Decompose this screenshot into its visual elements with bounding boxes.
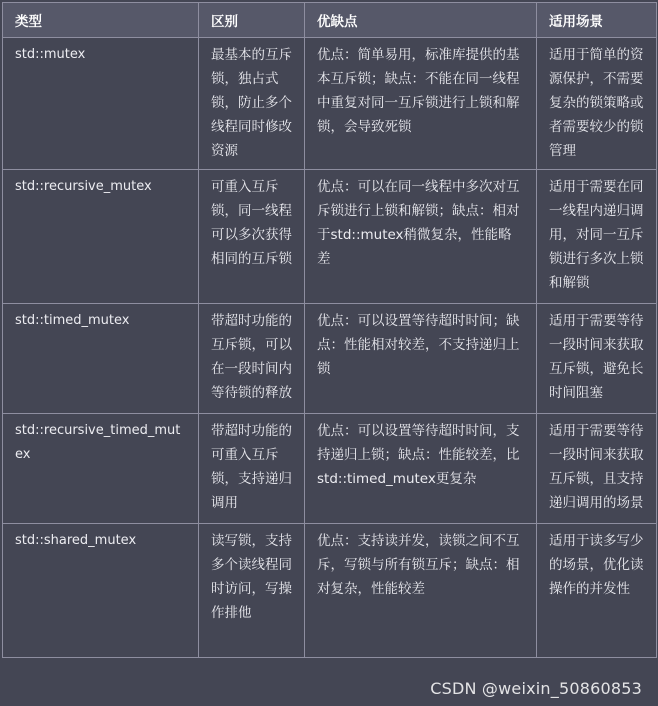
cell-difference: 读写锁，支持多个读线程同时访问，写操作排他 xyxy=(199,524,305,658)
cell-scenario: 适用于需要等待一段时间来获取互斥锁，且支持递归调用的场景 xyxy=(537,414,657,524)
header-type: 类型 xyxy=(3,3,199,38)
table-row xyxy=(3,524,657,658)
table-row xyxy=(3,414,657,524)
cell-difference: 最基本的互斥锁，独占式锁，防止多个线程同时修改资源 xyxy=(199,38,305,170)
cell-type: std::shared_mutex xyxy=(3,524,199,658)
cell-type: std::mutex xyxy=(3,38,199,170)
cell-pros-cons: 优点：支持读并发，读锁之间不互斥，写锁与所有锁互斥；缺点：相对复杂，性能较差 xyxy=(305,524,537,658)
cell-pros-cons: 优点：可以设置等待超时时间；缺点：性能相对较差，不支持递归上锁 xyxy=(305,304,537,414)
cell-difference: 带超时功能的互斥锁，可以在一段时间内等待锁的释放 xyxy=(199,304,305,414)
cell-scenario: 适用于需要在同一线程内递归调用，对同一互斥锁进行多次上锁和解锁 xyxy=(537,170,657,304)
table-row xyxy=(3,38,657,170)
cell-pros-cons: 优点：可以在同一线程中多次对互斥锁进行上锁和解锁；缺点：相对于std::mutex稍微复杂，性能略差 xyxy=(305,170,537,304)
cell-difference: 带超时功能的可重入互斥锁，支持递归调用 xyxy=(199,414,305,524)
table-row xyxy=(3,170,657,304)
cell-scenario: 适用于需要等待一段时间来获取互斥锁，避免长时间阻塞 xyxy=(537,304,657,414)
cell-scenario: 适用于简单的资源保护，不需要复杂的锁策略或者需要较少的锁管理 xyxy=(537,38,657,170)
table-header-row xyxy=(3,3,657,38)
cell-scenario: 适用于读多写少的场景，优化读操作的并发性 xyxy=(537,524,657,658)
cell-pros-cons: 优点：可以设置等待超时时间，支持递归上锁；缺点：性能较差，比std::timed_mutex更复杂 xyxy=(305,414,537,524)
cell-pros-cons: 优点：简单易用，标准库提供的基本互斥锁；缺点：不能在同一线程中重复对同一互斥锁进行上锁和解锁，会导致死锁 xyxy=(305,38,537,170)
cell-type: std::recursive_mutex xyxy=(3,170,199,304)
cell-difference: 可重入互斥锁，同一线程可以多次获得相同的互斥锁 xyxy=(199,170,305,304)
csdn-watermark: CSDN @weixin_50860853 xyxy=(430,679,642,698)
table-row xyxy=(3,304,657,414)
cell-type: std::timed_mutex xyxy=(3,304,199,414)
header-scenario: 适用场景 xyxy=(537,3,657,38)
header-difference: 区别 xyxy=(199,3,305,38)
mutex-comparison-table xyxy=(2,2,657,658)
header-pros-cons: 优缺点 xyxy=(305,3,537,38)
cell-type: std::recursive_timed_mutex xyxy=(3,414,199,524)
